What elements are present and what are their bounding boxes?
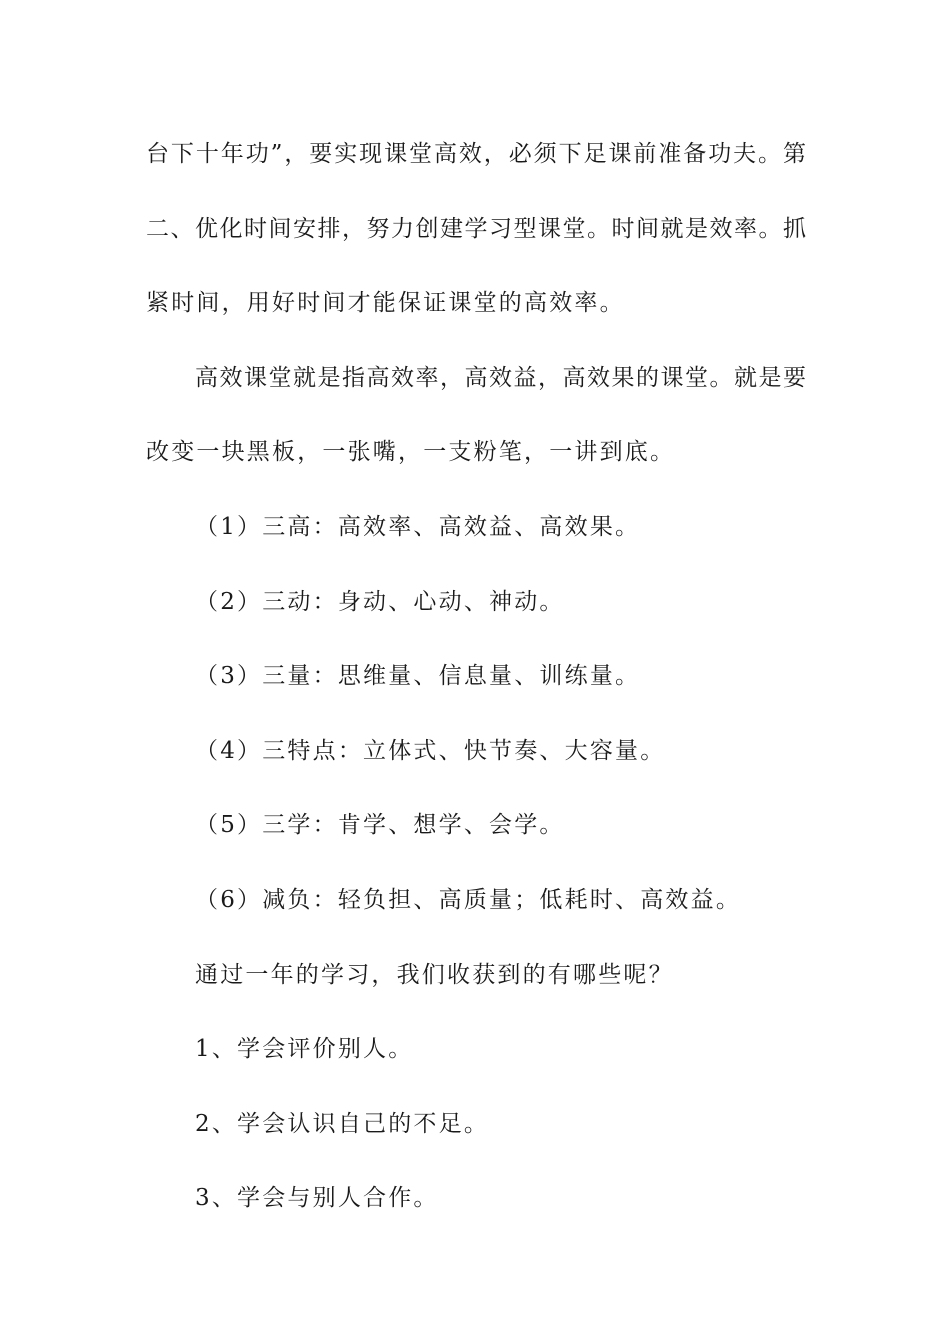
list-item: （2）三动：身动、心动、神动。 xyxy=(195,588,565,615)
list-item: （5）三学：肯学、想学、会学。 xyxy=(195,812,565,839)
paragraph-line: 高效课堂就是指高效率，高效益，高效果的课堂。就是要 xyxy=(195,364,806,391)
document-body xyxy=(146,117,806,1236)
paragraph-line: 改变一块黑板，一张嘴，一支粉笔，一讲到底。 xyxy=(146,439,676,466)
paragraph-line: 台下十年功”，要实现课堂高效，必须下足课前准备功夫。第 xyxy=(146,141,806,167)
list-item: （6）减负：轻负担、高质量；低耗时、高效益。 xyxy=(195,886,742,913)
list-item: （3）三量：思维量、信息量、训练量。 xyxy=(195,663,641,690)
paragraph-line: 二、优化时间安排，努力创建学习型课堂。时间就是效率。抓 xyxy=(146,215,806,242)
list-item: 1、学会评价别人。 xyxy=(195,1036,414,1063)
paragraph-line: 通过一年的学习，我们收获到的有哪些呢？ xyxy=(195,961,674,988)
list-item: （4）三特点：立体式、快节奏、大容量。 xyxy=(195,737,666,764)
list-item: 2、学会认识自己的不足。 xyxy=(195,1110,490,1137)
list-item: （1）三高：高效率、高效益、高效果。 xyxy=(195,513,641,540)
paragraph-line: 紧时间，用好时间才能保证课堂的高效率。 xyxy=(146,290,625,317)
list-item: 3、学会与别人合作。 xyxy=(195,1185,439,1212)
